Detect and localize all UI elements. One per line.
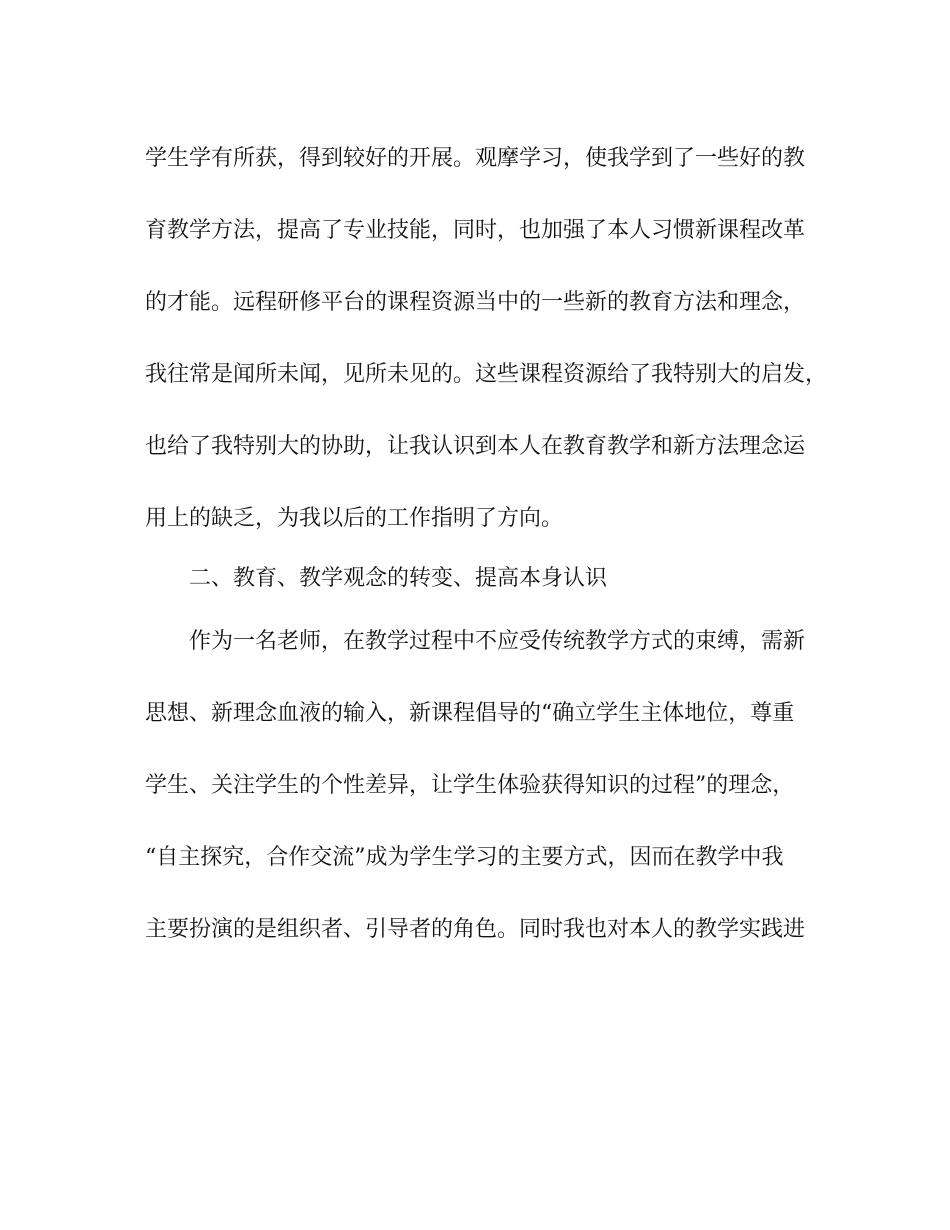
section-heading: 二、教育、教学观念的转变、提高本身认识 <box>189 566 608 591</box>
paragraph-line: 作为一名老师，在教学过程中不应受传统教学方式的束缚，需新 <box>189 629 806 654</box>
paragraph-line: “自主探究，合作交流”成为学生学习的主要方式，因而在教学中我 <box>145 845 784 870</box>
paragraph-line: 用上的缺乏，为我以后的工作指明了方向。 <box>145 506 564 531</box>
paragraph-line: 思想、新理念血液的输入，新课程倡导的“确立学生主体地位，尊重 <box>145 701 795 726</box>
paragraph-line: 学生学有所获，得到较好的开展。观摩学习，使我学到了一些好的教 <box>145 146 806 171</box>
paragraph-line: 我往常是闻所未闻，见所未见的。这些课程资源给了我特别大的启发， <box>145 362 828 387</box>
paragraph-line: 也给了我特别大的协助，让我认识到本人在教育教学和新方法理念运 <box>145 434 806 459</box>
paragraph-line: 主要扮演的是组织者、引导者的角色。同时我也对本人的教学实践进 <box>145 917 806 942</box>
paragraph-line: 育教学方法，提高了专业技能，同时，也加强了本人习惯新课程改革 <box>145 218 806 243</box>
paragraph-line: 的才能。远程研修平台的课程资源当中的一些新的教育方法和理念， <box>145 290 806 315</box>
paragraph-line: 学生、关注学生的个性差异，让学生体验获得知识的过程”的理念， <box>145 773 795 798</box>
